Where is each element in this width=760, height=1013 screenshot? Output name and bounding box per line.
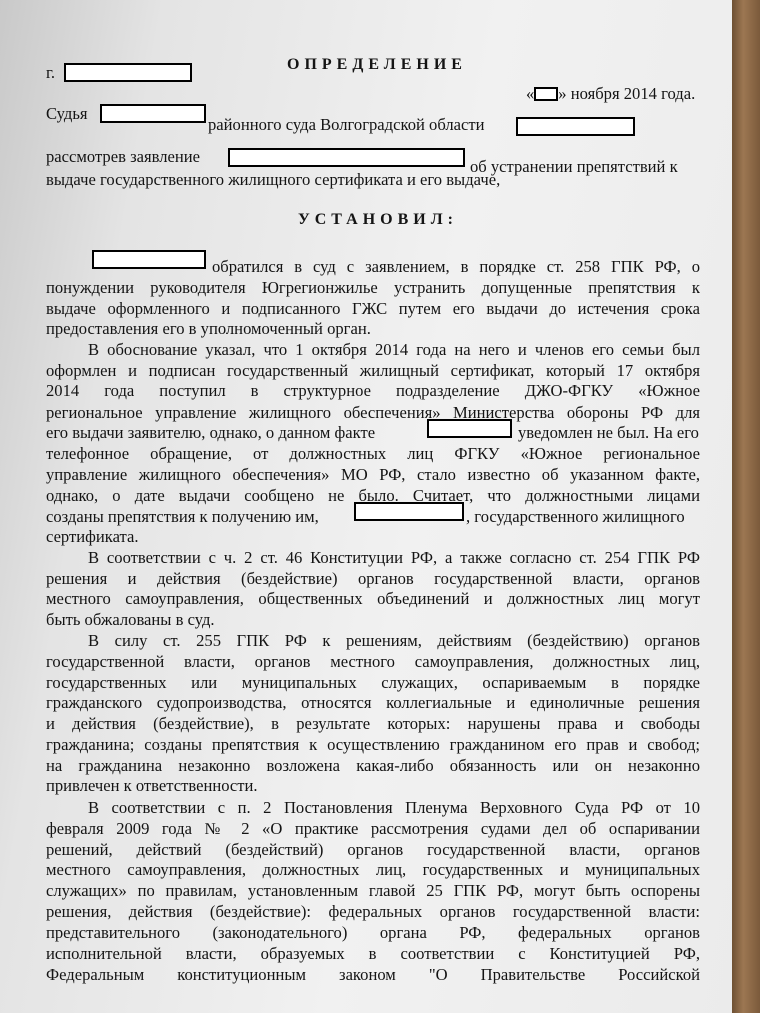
- redacted-judge: [100, 104, 206, 123]
- city-prefix: г.: [46, 63, 56, 82]
- body-line: В обоснование указал, что 1 октября 2014 года на него и членов его семьи был: [88, 340, 700, 359]
- body-line: решения и действия (бездействие) органов государственной власти, органов: [46, 569, 700, 588]
- body-line: решений, действий (бездействий) органов государственной власти, органов: [46, 840, 700, 859]
- body-line: предоставления его в уполномоченный орган.: [46, 319, 371, 338]
- body-line: выдаче оформленного и подписанного ГЖС путем его выдачи до истечения срока: [46, 299, 700, 318]
- redacted-applicant: [228, 148, 465, 167]
- section-title: УСТАНОВИЛ:: [298, 211, 458, 228]
- considered-suffix: об устранении препятствий к: [470, 157, 678, 176]
- body-line-suffix: уведомлен не был. На его: [518, 423, 699, 442]
- body-line: служащих» по правилам, установленным главой 25 ГПК РФ, могут быть оспорены: [46, 881, 700, 900]
- redacted-judge-name: [516, 117, 635, 136]
- body-line: гражданина; созданы препятствия к осуществлению гражданином его прав и свобод;: [46, 735, 700, 754]
- body-line: Федеральным конституционным законом "О Правительстве Российской: [46, 965, 700, 984]
- body-line: управление жилищного обеспечения» МО РФ, стало известно об указанном факте,: [46, 465, 700, 484]
- body-line: региональное управление жилищного обеспечения» Министерства обороны РФ для: [46, 403, 700, 422]
- body-line: однако, о дате выдачи сообщено не было. Считает, что должностными лицами: [46, 486, 700, 505]
- body-line: местного самоуправления, общественных объединений и должностных лиц могут: [46, 589, 700, 608]
- body-line: В силу ст. 255 ГПК РФ к решениям, действиям (бездействию) органов: [88, 631, 700, 650]
- date-line: [526, 84, 695, 104]
- date-close-quote: »: [558, 84, 567, 103]
- judge-label: Судья: [46, 104, 88, 123]
- body-line: телефонное обращение, от должностных лиц ФГКУ «Южное региональное: [46, 444, 700, 463]
- body-line: быть обжалованы в суд.: [46, 610, 215, 629]
- body-line: сертификата.: [46, 527, 139, 546]
- redacted-day: [534, 87, 558, 101]
- date-text: ноября 2014 года.: [570, 84, 696, 103]
- body-line: представительного (законодательного) органа РФ, федеральных органов: [46, 923, 700, 942]
- body-line: февраля 2009 года № 2 «О практике рассмотрения судами дел об оспаривании: [46, 819, 700, 838]
- body-line: на гражданина незаконно возложена какая-либо обязанность или он незаконно: [46, 756, 700, 775]
- considered-prefix: рассмотрев заявление: [46, 147, 201, 166]
- body-line: привлечен к ответственности.: [46, 776, 258, 795]
- body-line: В соответствии с ч. 2 ст. 46 Конституции РФ, а также согласно ст. 254 ГПК РФ: [88, 548, 700, 567]
- body-line: местного самоуправления, должностных лиц, государственных и муниципальных: [46, 860, 700, 879]
- date-open-quote: «: [526, 84, 535, 103]
- body-line: и действия (бездействие), в результате которых: нарушены права и свободы: [46, 714, 700, 733]
- body-line-suffix: , государственного жилищного: [466, 507, 685, 526]
- background-surface: [732, 0, 760, 1013]
- body-line: государственной власти, органов местного самоуправления, должностных лиц,: [46, 652, 700, 671]
- body-line: оформлен и подписан государственный жилищный сертификат, который 17 октября: [46, 361, 700, 380]
- body-line: 2014 года поступил в структурное подразделение ДЖО-ФГКУ «Южное: [46, 381, 700, 400]
- body-line: понуждении руководителя Югрегионжилье устранить допущенные препятствия к: [46, 278, 700, 297]
- body-line: решения, действия (бездействие): федеральных органов государственной власти:: [46, 902, 700, 921]
- body-line: В соответствии с п. 2 Постановления Пленума Верховного Суда РФ от 10: [88, 798, 700, 817]
- body-line: обратился в суд с заявлением, в порядке ст. 258 ГПК РФ, о: [212, 257, 700, 276]
- body-line: его выдачи заявителю, однако, о данном факте: [46, 423, 376, 442]
- court-text: районного суда Волгоградской области: [208, 115, 485, 134]
- document-title: ОПРЕДЕЛЕНИЕ: [287, 56, 467, 73]
- redacted-applicant-2: [92, 250, 206, 269]
- body-line: гражданского судопроизводства, относятся коллегиальные и единоличные решения: [46, 693, 700, 712]
- body-line: исполнительной власти, образуемых в соответствии с Конституцией РФ,: [46, 944, 700, 963]
- considered-line2: выдаче государственного жилищного сертификата и его выдаче,: [46, 170, 501, 189]
- redacted-city: [64, 63, 192, 82]
- body-line: созданы препятствия к получению им,: [46, 507, 319, 526]
- body-line: государственных или муниципальных служащих, оспариваемым в порядке: [46, 673, 700, 692]
